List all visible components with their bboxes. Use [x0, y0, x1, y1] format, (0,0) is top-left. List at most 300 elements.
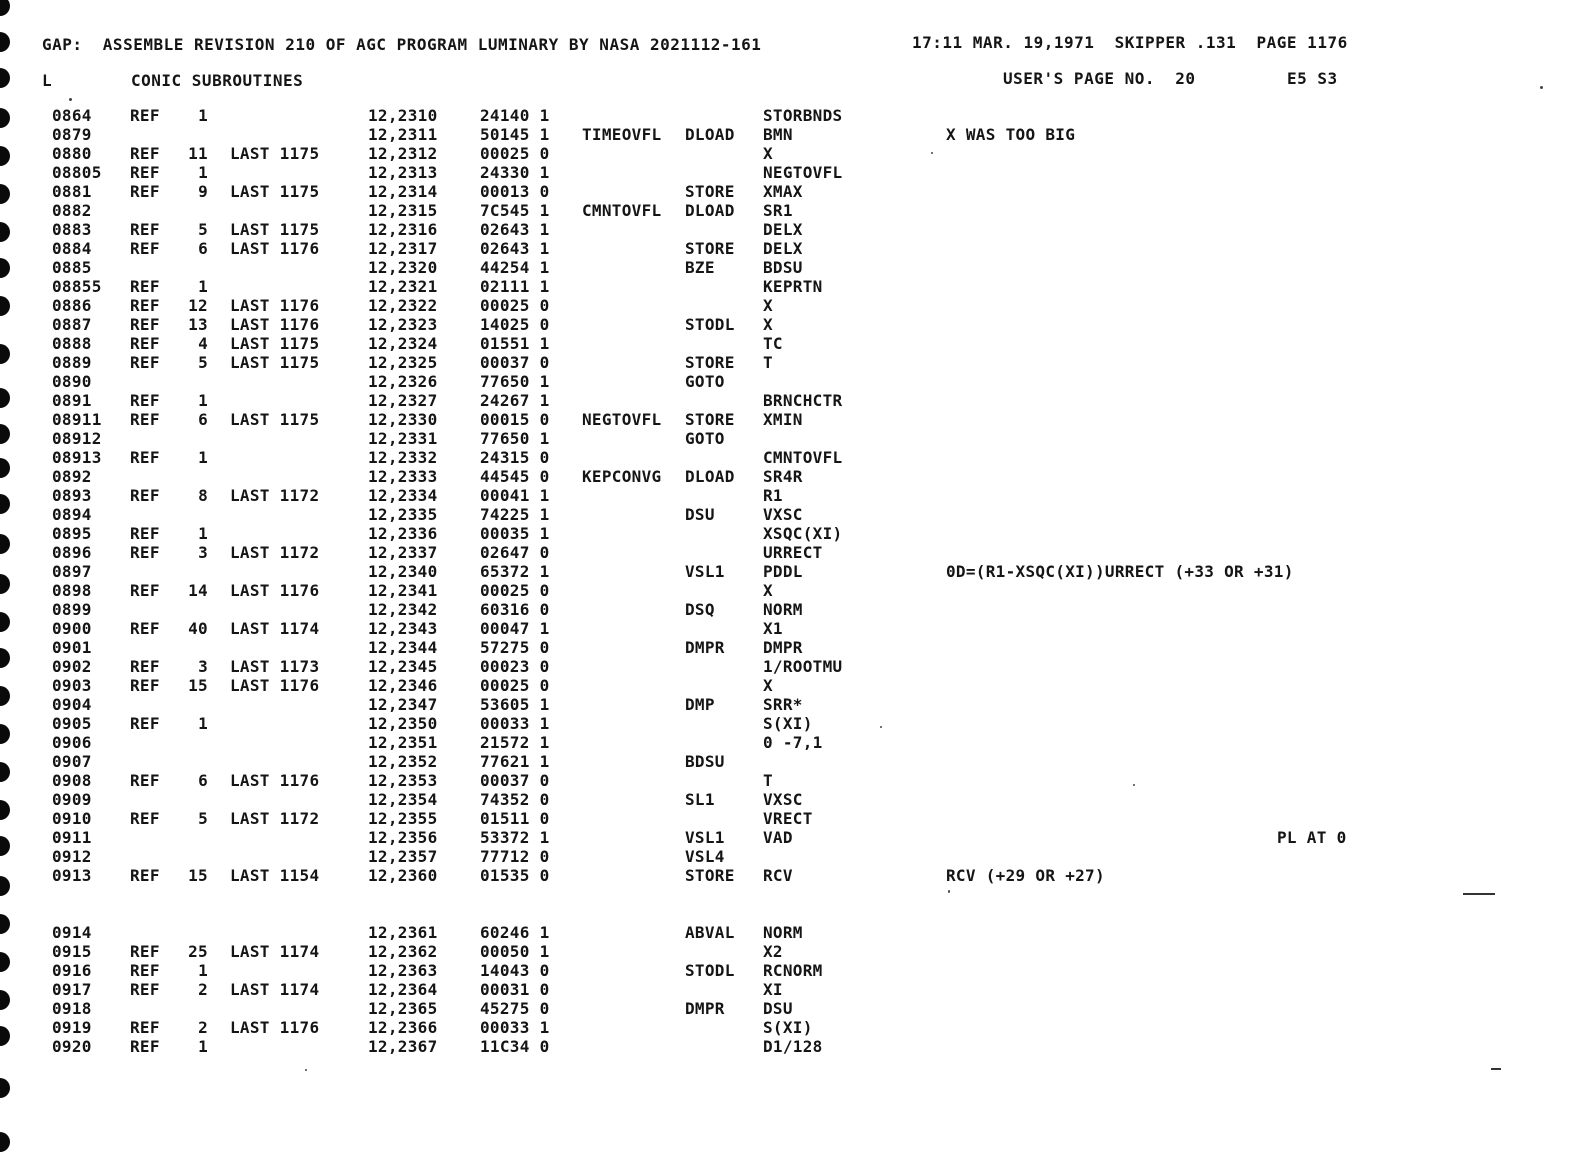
- octal-word: 77650 1: [480, 372, 550, 391]
- line-number: 08855: [52, 277, 102, 296]
- listing-row: [0, 1018, 1582, 1037]
- octal-word: 14043 0: [480, 961, 550, 980]
- listing-row: [0, 961, 1582, 980]
- octal-word: 7C545 1: [480, 201, 550, 220]
- line-number: 0915: [52, 942, 92, 961]
- symbol-label: NEGTOVFL: [582, 410, 662, 429]
- octal-word: 00025 0: [480, 581, 550, 600]
- operand: D1/128: [763, 1037, 823, 1056]
- operand: X: [763, 296, 773, 315]
- octal-word: 01551 1: [480, 334, 550, 353]
- address: 12,2357: [368, 847, 438, 866]
- octal-word: 00041 1: [480, 486, 550, 505]
- last-page-ref: LAST 1176: [230, 676, 320, 695]
- ref-count: 25: [188, 942, 208, 961]
- operand: XI: [763, 980, 783, 999]
- octal-word: 02647 0: [480, 543, 550, 562]
- listing-row: [0, 106, 1582, 125]
- line-number: 0911: [52, 828, 92, 847]
- line-number: 0881: [52, 182, 92, 201]
- listing-row: [0, 353, 1582, 372]
- listing-row: [0, 144, 1582, 163]
- address: 12,2330: [368, 410, 438, 429]
- last-page-ref: LAST 1176: [230, 296, 320, 315]
- address: 12,2321: [368, 277, 438, 296]
- ref-count: 1: [198, 106, 208, 125]
- opcode: DLOAD: [685, 125, 735, 144]
- last-page-ref: LAST 1173: [230, 657, 320, 676]
- octal-word: 00025 0: [480, 676, 550, 695]
- line-number: 0905: [52, 714, 92, 733]
- scan-speck: [1540, 86, 1543, 89]
- listing-row: [0, 448, 1582, 467]
- ref-count: 1: [198, 524, 208, 543]
- address: 12,2345: [368, 657, 438, 676]
- opcode: GOTO: [685, 429, 725, 448]
- octal-word: 01511 0: [480, 809, 550, 828]
- address: 12,2332: [368, 448, 438, 467]
- line-number: 0902: [52, 657, 92, 676]
- scan-speck: [931, 152, 933, 154]
- opcode: STORE: [685, 239, 735, 258]
- last-page-ref: LAST 1176: [230, 1018, 320, 1037]
- opcode: DMP: [685, 695, 715, 714]
- line-number: 0887: [52, 315, 92, 334]
- opcode: DMPR: [685, 999, 725, 1018]
- address: 12,2314: [368, 182, 438, 201]
- scan-speck: [948, 890, 950, 893]
- operand: 1/ROOTMU: [763, 657, 843, 676]
- line-number: 0909: [52, 790, 92, 809]
- address: 12,2326: [368, 372, 438, 391]
- ref-count: 6: [198, 410, 208, 429]
- line-number: 0896: [52, 543, 92, 562]
- address: 12,2335: [368, 505, 438, 524]
- operand: X: [763, 581, 773, 600]
- operand: TC: [763, 334, 783, 353]
- line-number: 0879: [52, 125, 92, 144]
- line-number: 08913: [52, 448, 102, 467]
- opcode: DLOAD: [685, 201, 735, 220]
- listing-row: [0, 790, 1582, 809]
- operand: X: [763, 676, 773, 695]
- operand: VXSC: [763, 790, 803, 809]
- address: 12,2346: [368, 676, 438, 695]
- ref-marker: REF: [130, 714, 160, 733]
- listing-row: [0, 524, 1582, 543]
- line-number: 0883: [52, 220, 92, 239]
- line-number: 0901: [52, 638, 92, 657]
- operand: URRECT: [763, 543, 823, 562]
- operand: X1: [763, 619, 783, 638]
- listing-row: [0, 866, 1582, 885]
- last-page-ref: LAST 1172: [230, 543, 320, 562]
- operand: XMIN: [763, 410, 803, 429]
- ref-marker: REF: [130, 391, 160, 410]
- ref-count: 5: [198, 809, 208, 828]
- address: 12,2364: [368, 980, 438, 999]
- section-title: CONIC SUBROUTINES: [131, 71, 304, 90]
- line-number: 0895: [52, 524, 92, 543]
- header-flag: L: [42, 71, 53, 90]
- last-page-ref: LAST 1172: [230, 809, 320, 828]
- ref-marker: REF: [130, 676, 160, 695]
- symbol-label: KEPCONVG: [582, 467, 662, 486]
- ref-marker: REF: [130, 106, 160, 125]
- listing-row: [0, 467, 1582, 486]
- ref-marker: REF: [130, 239, 160, 258]
- operand: DSU: [763, 999, 793, 1018]
- ref-count: 9: [198, 182, 208, 201]
- opcode: VSL1: [685, 562, 725, 581]
- address: 12,2310: [368, 106, 438, 125]
- last-page-ref: LAST 1175: [230, 353, 320, 372]
- operand: S(XI): [763, 1018, 813, 1037]
- last-page-ref: LAST 1174: [230, 619, 320, 638]
- operand: 0 -7,1: [763, 733, 823, 752]
- line-number: 0918: [52, 999, 92, 1018]
- line-number: 0906: [52, 733, 92, 752]
- listing-row: [0, 334, 1582, 353]
- opcode: DLOAD: [685, 467, 735, 486]
- octal-word: 00050 1: [480, 942, 550, 961]
- line-number: 0864: [52, 106, 92, 125]
- line-number: 0908: [52, 771, 92, 790]
- ref-marker: REF: [130, 980, 160, 999]
- operand: BMN: [763, 125, 793, 144]
- comment: PL AT 0: [1277, 828, 1347, 847]
- line-number: 0898: [52, 581, 92, 600]
- opcode: ABVAL: [685, 923, 735, 942]
- ref-marker: REF: [130, 1018, 160, 1037]
- line-number: 0919: [52, 1018, 92, 1037]
- listing-row: [0, 410, 1582, 429]
- ref-marker: REF: [130, 220, 160, 239]
- ref-marker: REF: [130, 866, 160, 885]
- octal-word: 00035 1: [480, 524, 550, 543]
- listing-row: [0, 372, 1582, 391]
- ref-marker: REF: [130, 353, 160, 372]
- octal-word: 02643 1: [480, 220, 550, 239]
- scan-mark: [1491, 1068, 1501, 1070]
- listing-row: [0, 201, 1582, 220]
- symbol-label: CMNTOVFL: [582, 201, 662, 220]
- comment: RCV (+29 OR +27): [946, 866, 1105, 885]
- octal-word: 74352 0: [480, 790, 550, 809]
- address: 12,2315: [368, 201, 438, 220]
- address: 12,2320: [368, 258, 438, 277]
- address: 12,2351: [368, 733, 438, 752]
- address: 12,2324: [368, 334, 438, 353]
- line-number: 08911: [52, 410, 102, 429]
- line-number: 0912: [52, 847, 92, 866]
- octal-word: 00025 0: [480, 296, 550, 315]
- octal-word: 00033 1: [480, 714, 550, 733]
- octal-word: 50145 1: [480, 125, 550, 144]
- line-number: 0893: [52, 486, 92, 505]
- address: 12,2354: [368, 790, 438, 809]
- listing-row: [0, 828, 1582, 847]
- opcode: DMPR: [685, 638, 725, 657]
- operand: VXSC: [763, 505, 803, 524]
- operand: NORM: [763, 600, 803, 619]
- operand: SR1: [763, 201, 793, 220]
- ref-count: 40: [188, 619, 208, 638]
- scan-speck: [69, 98, 72, 101]
- listing-row: [0, 980, 1582, 999]
- line-number: 0903: [52, 676, 92, 695]
- octal-word: 65372 1: [480, 562, 550, 581]
- octal-word: 00037 0: [480, 771, 550, 790]
- ref-marker: REF: [130, 771, 160, 790]
- octal-word: 44254 1: [480, 258, 550, 277]
- listing-row: [0, 600, 1582, 619]
- operand: R1: [763, 486, 783, 505]
- listing-row: [0, 695, 1582, 714]
- operand: STORBNDS: [763, 106, 843, 125]
- user-page-number: USER'S PAGE NO. 20: [1003, 69, 1196, 88]
- ref-count: 1: [198, 714, 208, 733]
- opcode: STODL: [685, 315, 735, 334]
- scan-speck: [305, 1069, 307, 1071]
- operand: T: [763, 353, 773, 372]
- address: 12,2327: [368, 391, 438, 410]
- octal-word: 00031 0: [480, 980, 550, 999]
- listing-row: [0, 125, 1582, 144]
- opcode: STODL: [685, 961, 735, 980]
- operand: SRR*: [763, 695, 803, 714]
- line-number: 0899: [52, 600, 92, 619]
- ref-count: 13: [188, 315, 208, 334]
- listing-row: [0, 315, 1582, 334]
- address: 12,2334: [368, 486, 438, 505]
- listing-row: [0, 752, 1582, 771]
- octal-word: 01535 0: [480, 866, 550, 885]
- operand: CMNTOVFL: [763, 448, 843, 467]
- ref-marker: REF: [130, 619, 160, 638]
- ref-marker: REF: [130, 657, 160, 676]
- ref-count: 8: [198, 486, 208, 505]
- address: 12,2333: [368, 467, 438, 486]
- symbol-label: TIMEOVFL: [582, 125, 662, 144]
- operand: T: [763, 771, 773, 790]
- operand: VRECT: [763, 809, 813, 828]
- ref-count: 5: [198, 353, 208, 372]
- address: 12,2342: [368, 600, 438, 619]
- ref-marker: REF: [130, 334, 160, 353]
- octal-word: 44545 0: [480, 467, 550, 486]
- operand: VAD: [763, 828, 793, 847]
- address: 12,2341: [368, 581, 438, 600]
- address: 12,2356: [368, 828, 438, 847]
- address: 12,2336: [368, 524, 438, 543]
- octal-word: 00015 0: [480, 410, 550, 429]
- listing-row: [0, 486, 1582, 505]
- opcode: VSL4: [685, 847, 725, 866]
- line-number: 08912: [52, 429, 102, 448]
- ref-marker: REF: [130, 961, 160, 980]
- octal-word: 00047 1: [480, 619, 550, 638]
- address: 12,2331: [368, 429, 438, 448]
- octal-word: 24330 1: [480, 163, 550, 182]
- ref-count: 12: [188, 296, 208, 315]
- listing-row: [0, 999, 1582, 1018]
- binder-hole: [0, 68, 10, 88]
- comment: X WAS TOO BIG: [946, 125, 1076, 144]
- last-page-ref: LAST 1176: [230, 239, 320, 258]
- ref-count: 1: [198, 277, 208, 296]
- ref-marker: REF: [130, 809, 160, 828]
- address: 12,2312: [368, 144, 438, 163]
- last-page-ref: LAST 1176: [230, 771, 320, 790]
- opcode: GOTO: [685, 372, 725, 391]
- address: 12,2323: [368, 315, 438, 334]
- line-number: 0889: [52, 353, 92, 372]
- listing-rows: [0, 106, 1582, 1056]
- octal-word: 24140 1: [480, 106, 550, 125]
- line-number: 0920: [52, 1037, 92, 1056]
- listing-row: [0, 296, 1582, 315]
- listing-row: [0, 1037, 1582, 1056]
- listing-row: [0, 809, 1582, 828]
- ref-marker: REF: [130, 448, 160, 467]
- line-number: 0917: [52, 980, 92, 999]
- binder-hole: [0, 1078, 10, 1098]
- address: 12,2317: [368, 239, 438, 258]
- operand: DELX: [763, 239, 803, 258]
- octal-word: 45275 0: [480, 999, 550, 1018]
- octal-word: 74225 1: [480, 505, 550, 524]
- last-page-ref: LAST 1154: [230, 866, 320, 885]
- line-number: 0913: [52, 866, 92, 885]
- operand: BRNCHCTR: [763, 391, 843, 410]
- operand: DMPR: [763, 638, 803, 657]
- ref-marker: REF: [130, 543, 160, 562]
- opcode: STORE: [685, 866, 735, 885]
- last-page-ref: LAST 1175: [230, 334, 320, 353]
- ref-count: 15: [188, 866, 208, 885]
- listing-row: [0, 429, 1582, 448]
- address: 12,2311: [368, 125, 438, 144]
- opcode: DSQ: [685, 600, 715, 619]
- opcode: STORE: [685, 410, 735, 429]
- octal-word: 00025 0: [480, 144, 550, 163]
- last-page-ref: LAST 1174: [230, 980, 320, 999]
- octal-word: 02643 1: [480, 239, 550, 258]
- octal-word: 14025 0: [480, 315, 550, 334]
- address: 12,2360: [368, 866, 438, 885]
- listing-row: [0, 619, 1582, 638]
- octal-word: 77712 0: [480, 847, 550, 866]
- ref-marker: REF: [130, 581, 160, 600]
- ref-marker: REF: [130, 524, 160, 543]
- last-page-ref: LAST 1176: [230, 581, 320, 600]
- comment: 0D=(R1-XSQC(XI))URRECT (+33 OR +31): [946, 562, 1294, 581]
- line-number: 0888: [52, 334, 92, 353]
- operand: X: [763, 315, 773, 334]
- address: 12,2350: [368, 714, 438, 733]
- operand: KEPRTN: [763, 277, 823, 296]
- operand: RCNORM: [763, 961, 823, 980]
- ref-count: 4: [198, 334, 208, 353]
- address: 12,2366: [368, 1018, 438, 1037]
- address: 12,2352: [368, 752, 438, 771]
- address: 12,2343: [368, 619, 438, 638]
- line-number: 0900: [52, 619, 92, 638]
- octal-word: 77621 1: [480, 752, 550, 771]
- ref-marker: REF: [130, 144, 160, 163]
- binder-hole: [0, 0, 10, 16]
- address: 12,2362: [368, 942, 438, 961]
- binder-hole: [0, 32, 10, 52]
- address: 12,2347: [368, 695, 438, 714]
- address: 12,2313: [368, 163, 438, 182]
- ref-count: 1: [198, 391, 208, 410]
- octal-word: 00023 0: [480, 657, 550, 676]
- operand: XMAX: [763, 182, 803, 201]
- octal-word: 00033 1: [480, 1018, 550, 1037]
- listing-row: [0, 258, 1582, 277]
- listing-row: [0, 163, 1582, 182]
- header-timestamp: 17:11 MAR. 19,1971 SKIPPER .131 PAGE 1176: [912, 33, 1348, 52]
- opcode: STORE: [685, 353, 735, 372]
- octal-word: 00013 0: [480, 182, 550, 201]
- listing-row: [0, 847, 1582, 866]
- last-page-ref: LAST 1175: [230, 182, 320, 201]
- line-number: 0904: [52, 695, 92, 714]
- page-code: E5 S3: [1287, 69, 1338, 88]
- binder-hole: [0, 1132, 10, 1152]
- line-number: 0914: [52, 923, 92, 942]
- ref-marker: REF: [130, 277, 160, 296]
- ref-marker: REF: [130, 182, 160, 201]
- scan-speck: [1133, 784, 1135, 786]
- address: 12,2365: [368, 999, 438, 1018]
- ref-marker: REF: [130, 486, 160, 505]
- operand: NORM: [763, 923, 803, 942]
- last-page-ref: LAST 1175: [230, 410, 320, 429]
- address: 12,2337: [368, 543, 438, 562]
- listing-row: [0, 277, 1582, 296]
- ref-count: 1: [198, 163, 208, 182]
- octal-word: 60246 1: [480, 923, 550, 942]
- address: 12,2316: [368, 220, 438, 239]
- address: 12,2340: [368, 562, 438, 581]
- ref-count: 11: [188, 144, 208, 163]
- line-number: 0891: [52, 391, 92, 410]
- operand: X: [763, 144, 773, 163]
- address: 12,2363: [368, 961, 438, 980]
- listing-row: [0, 239, 1582, 258]
- line-number: 0886: [52, 296, 92, 315]
- ref-count: 6: [198, 239, 208, 258]
- address: 12,2325: [368, 353, 438, 372]
- line-number: 0897: [52, 562, 92, 581]
- ref-marker: REF: [130, 315, 160, 334]
- opcode: VSL1: [685, 828, 725, 847]
- line-number: 0910: [52, 809, 92, 828]
- octal-word: 24267 1: [480, 391, 550, 410]
- address: 12,2344: [368, 638, 438, 657]
- listing-row: [0, 391, 1582, 410]
- operand: NEGTOVFL: [763, 163, 843, 182]
- ref-count: 2: [198, 1018, 208, 1037]
- listing-row: [0, 923, 1582, 942]
- line-number: 0880: [52, 144, 92, 163]
- listing-row: [0, 657, 1582, 676]
- last-page-ref: LAST 1175: [230, 220, 320, 239]
- line-number: 0892: [52, 467, 92, 486]
